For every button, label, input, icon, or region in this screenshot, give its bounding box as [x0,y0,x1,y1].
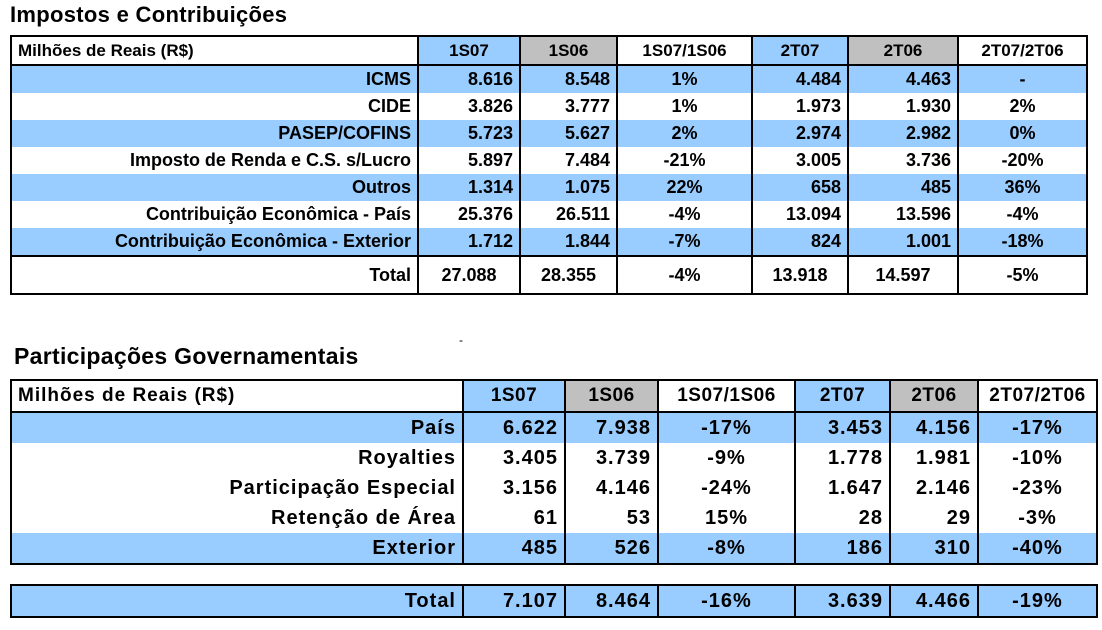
total-2T06: 4.466 [890,585,978,617]
table-row [11,503,1097,533]
cell-1S07: 3.156 [463,473,565,503]
row-label: PASEP/COFINS [11,120,418,147]
cell-2T-var: -20% [958,147,1087,174]
cell-1S06: 1.844 [520,228,617,256]
cell-2T07: 1.778 [795,443,890,473]
table-row [11,412,1097,443]
header-col-2T07-2T06: 2T07/2T06 [958,36,1087,65]
cell-2T-var: -23% [978,473,1097,503]
cell-2T-var: -10% [978,443,1097,473]
cell-2T-var: 0% [958,120,1087,147]
cell-1S-var: -21% [617,147,752,174]
cell-1S-var: -7% [617,228,752,256]
cell-1S07: 485 [463,533,565,564]
cell-1S06: 3.777 [520,93,617,120]
header-col-1S07-1S06: 1S07/1S06 [617,36,752,65]
cell-2T-var: -3% [978,503,1097,533]
table-row [11,201,1087,228]
cell-1S07: 5.897 [418,147,520,174]
table-row [11,147,1087,174]
cell-1S07: 25.376 [418,201,520,228]
total-1S07: 27.088 [418,256,520,294]
cell-1S07: 1.712 [418,228,520,256]
header-col-2T07: 2T07 [752,36,848,65]
row-label: Imposto de Renda e C.S. s/Lucro [11,147,418,174]
total-row [11,585,1097,617]
row-label: País [11,412,463,443]
cell-2T06: 29 [890,503,978,533]
header-col-1S07-1S06: 1S07/1S06 [658,380,795,412]
cell-2T07: 186 [795,533,890,564]
cell-2T07: 13.094 [752,201,848,228]
cell-1S07: 3.405 [463,443,565,473]
total-1S06: 28.355 [520,256,617,294]
total-label: Total [11,585,463,617]
table-row [11,65,1087,93]
cell-2T06: 2.982 [848,120,958,147]
cell-1S06: 7.484 [520,147,617,174]
cell-1S-var: 2% [617,120,752,147]
header-col-1S06: 1S06 [520,36,617,65]
cell-2T-var: - [958,65,1087,93]
cell-1S-var: -24% [658,473,795,503]
table-row [11,120,1087,147]
total-2T-var: -19% [978,585,1097,617]
cell-2T06: 1.930 [848,93,958,120]
cell-2T06: 310 [890,533,978,564]
cell-2T-var: -40% [978,533,1097,564]
cell-2T07: 3.453 [795,412,890,443]
cell-1S-var: 15% [658,503,795,533]
header-col-2T07: 2T07 [795,380,890,412]
cell-1S-var: 1% [617,65,752,93]
cell-2T-var: 36% [958,174,1087,201]
total-1S-var: -4% [617,256,752,294]
row-label: CIDE [11,93,418,120]
row-label: Royalties [11,443,463,473]
total-label: Total [11,256,418,294]
total-2T07: 3.639 [795,585,890,617]
header-col-1S07: 1S07 [463,380,565,412]
cell-1S06: 1.075 [520,174,617,201]
cell-1S-var: -17% [658,412,795,443]
total-row [11,256,1087,294]
table-header-row [11,36,1087,65]
table-row [11,174,1087,201]
cell-1S-var: 1% [617,93,752,120]
cell-2T06: 1.981 [890,443,978,473]
cell-2T-var: -4% [958,201,1087,228]
cell-2T07: 1.973 [752,93,848,120]
cell-1S-var: -9% [658,443,795,473]
total-2T06: 14.597 [848,256,958,294]
cell-1S06: 53 [565,503,658,533]
cell-1S07: 3.826 [418,93,520,120]
row-label: Exterior [11,533,463,564]
cell-1S07: 61 [463,503,565,533]
cell-1S-var: -8% [658,533,795,564]
cell-1S-var: -4% [617,201,752,228]
row-label: Contribuição Econômica - País [11,201,418,228]
cell-1S07: 5.723 [418,120,520,147]
stray-mark: - [459,333,463,347]
cell-2T07: 28 [795,503,890,533]
cell-1S06: 3.739 [565,443,658,473]
cell-1S07: 8.616 [418,65,520,93]
header-col-2T07-2T06: 2T07/2T06 [978,380,1097,412]
cell-2T06: 2.146 [890,473,978,503]
table-row [11,533,1097,564]
table-row [11,473,1097,503]
cell-2T07: 1.647 [795,473,890,503]
cell-1S06: 26.511 [520,201,617,228]
total-1S07: 7.107 [463,585,565,617]
total-1S06: 8.464 [565,585,658,617]
cell-1S07: 6.622 [463,412,565,443]
total-2T07: 13.918 [752,256,848,294]
table-row [11,228,1087,256]
header-unit-label: Milhões de Reais (R$) [11,36,418,65]
table-row [11,93,1087,120]
cell-2T06: 485 [848,174,958,201]
cell-2T-var: -17% [978,412,1097,443]
gov-participation-section-title: Participações Governamentais [14,343,359,369]
row-label: Retenção de Área [11,503,463,533]
header-col-1S06: 1S06 [565,380,658,412]
cell-2T06: 4.463 [848,65,958,93]
gov-participation-total-table [10,584,1098,618]
cell-1S06: 4.146 [565,473,658,503]
cell-1S06: 8.548 [520,65,617,93]
row-label: Contribuição Econômica - Exterior [11,228,418,256]
cell-2T07: 824 [752,228,848,256]
cell-2T06: 1.001 [848,228,958,256]
cell-1S-var: 22% [617,174,752,201]
total-1S-var: -16% [658,585,795,617]
cell-2T07: 4.484 [752,65,848,93]
cell-2T06: 3.736 [848,147,958,174]
cell-1S06: 7.938 [565,412,658,443]
table-row [11,443,1097,473]
cell-2T06: 4.156 [890,412,978,443]
row-label: Participação Especial [11,473,463,503]
cell-1S06: 526 [565,533,658,564]
cell-2T-var: 2% [958,93,1087,120]
taxes-section-title: Impostos e Contribuições [10,2,288,27]
cell-2T07: 2.974 [752,120,848,147]
cell-2T07: 3.005 [752,147,848,174]
total-2T-var: -5% [958,256,1087,294]
table-header-row [11,380,1097,412]
taxes-table [10,35,1088,295]
row-label: ICMS [11,65,418,93]
cell-2T06: 13.596 [848,201,958,228]
header-col-2T06: 2T06 [890,380,978,412]
header-col-2T06: 2T06 [848,36,958,65]
cell-2T-var: -18% [958,228,1087,256]
cell-1S07: 1.314 [418,174,520,201]
row-label: Outros [11,174,418,201]
header-col-1S07: 1S07 [418,36,520,65]
cell-2T07: 658 [752,174,848,201]
gov-participation-table [10,379,1098,565]
header-unit-label: Milhões de Reais (R$) [11,380,463,412]
cell-1S06: 5.627 [520,120,617,147]
